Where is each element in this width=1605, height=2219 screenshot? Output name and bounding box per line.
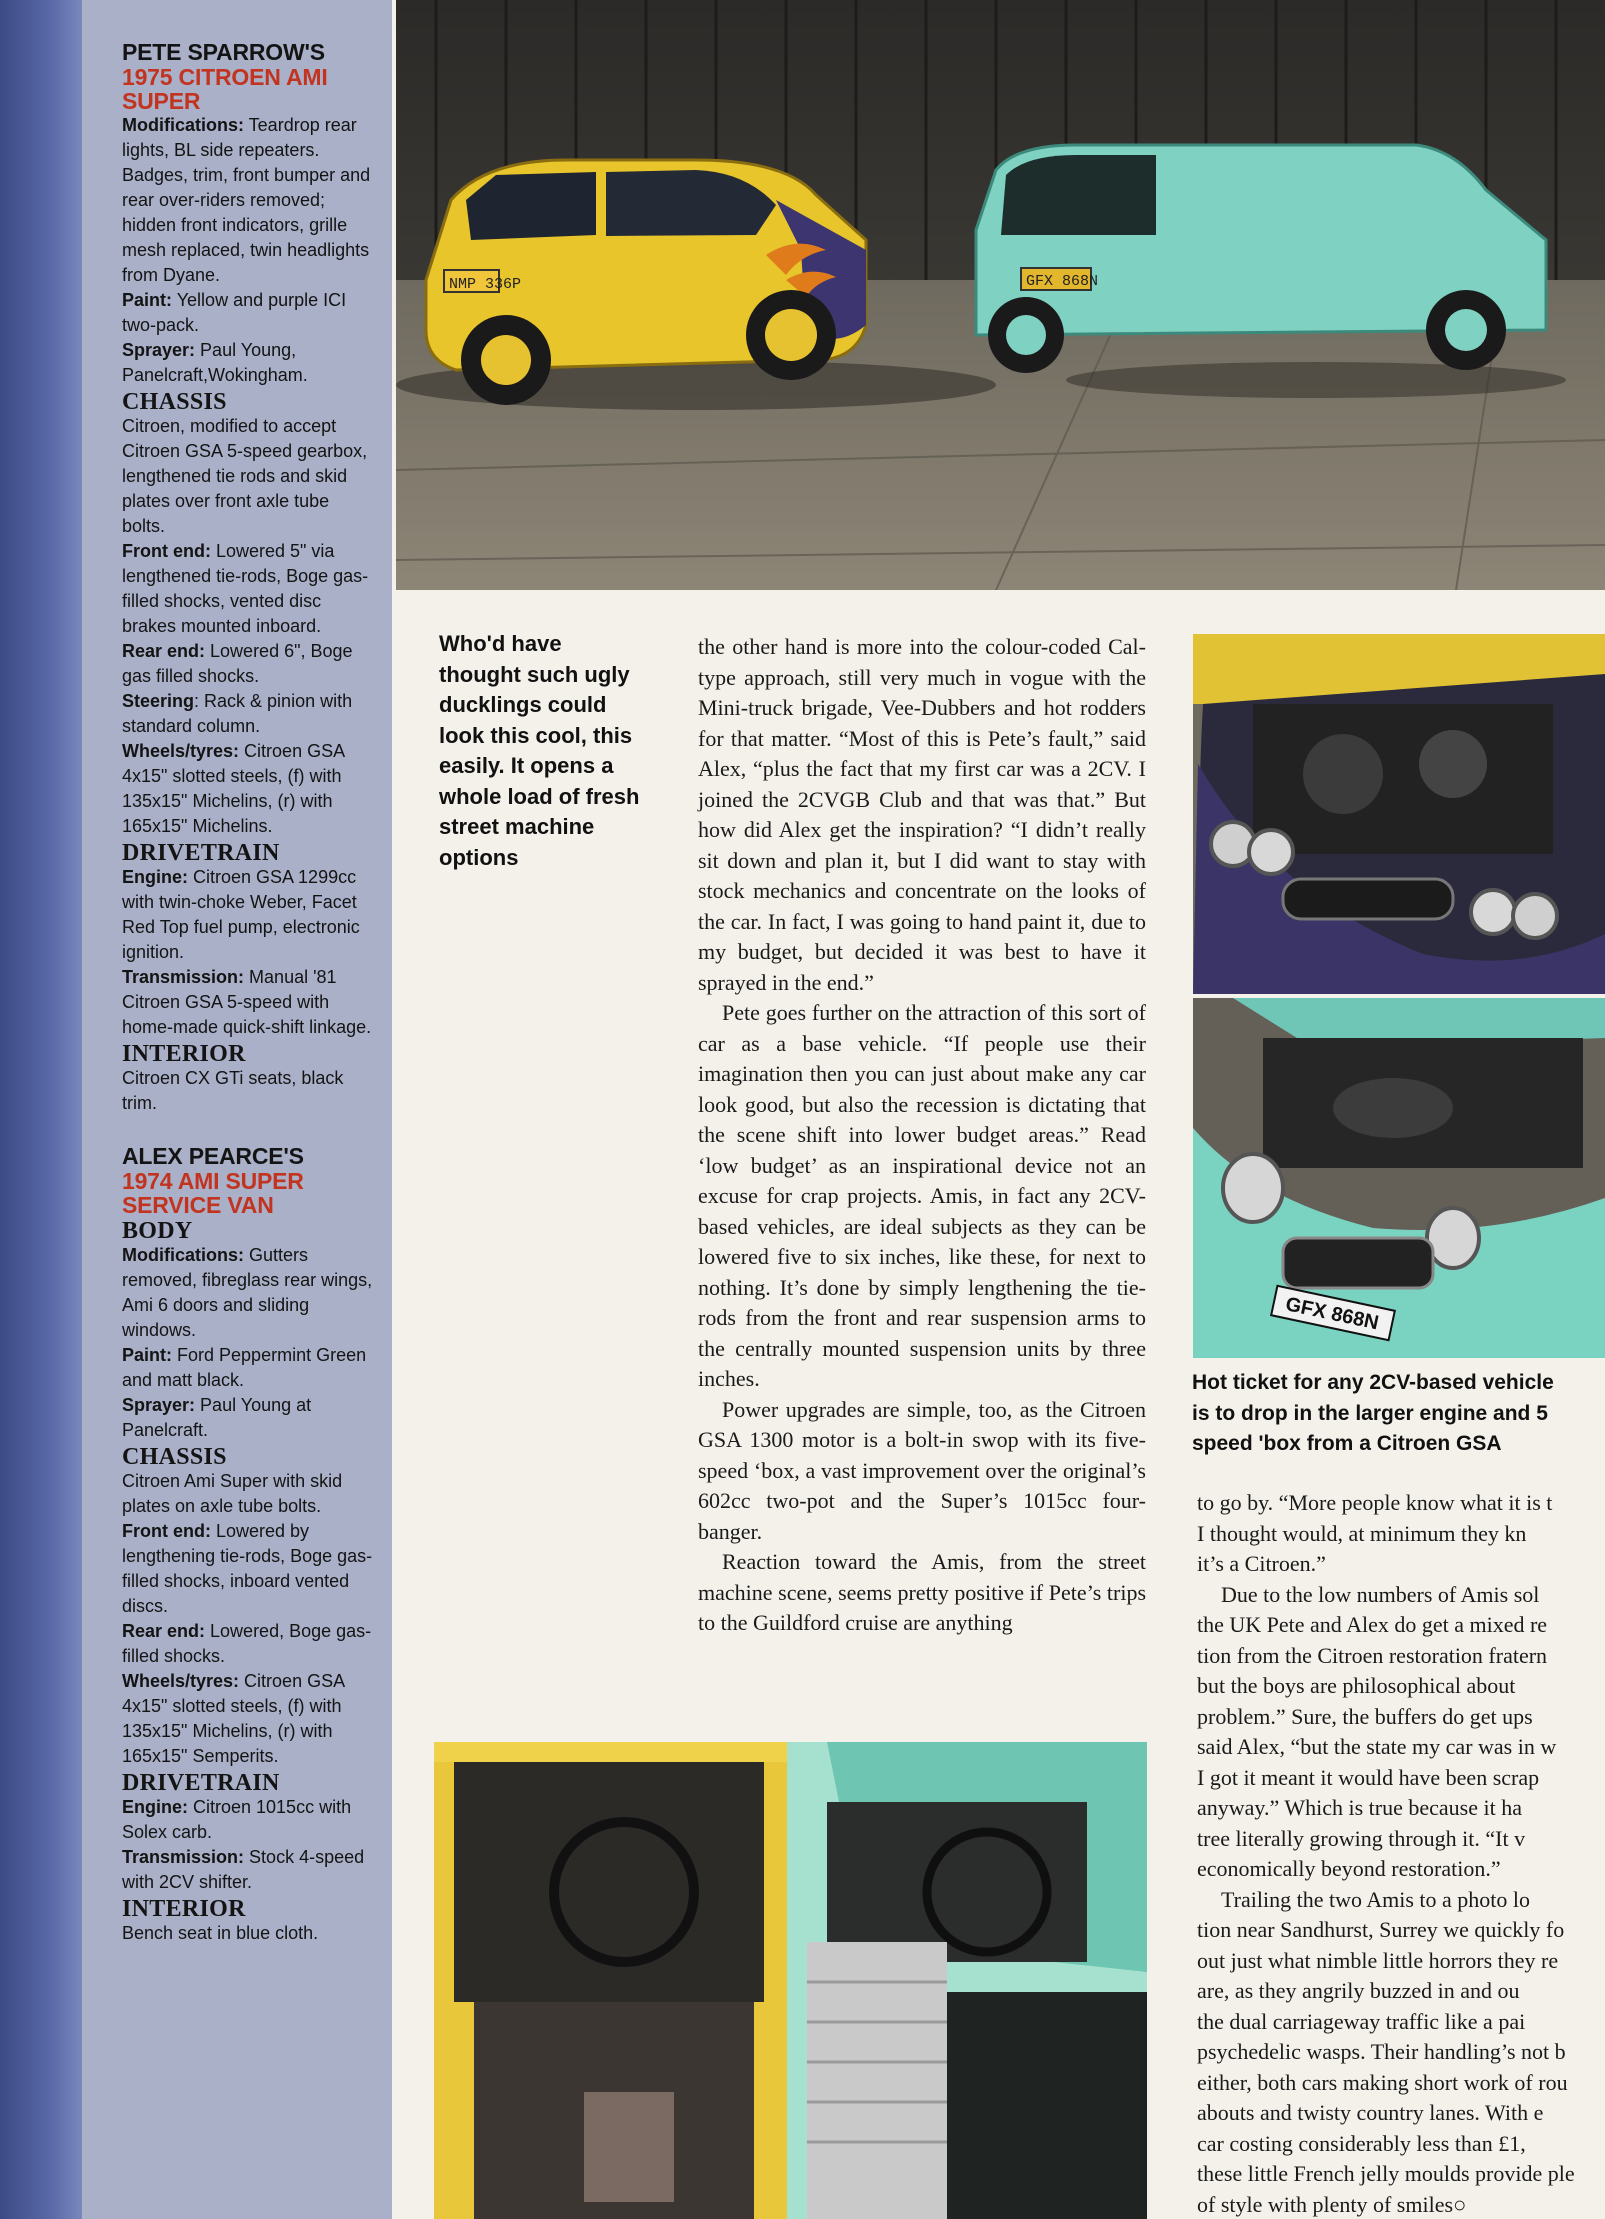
spec-label: Wheels/tyres: [122, 741, 240, 761]
engine-photo-green-van [1193, 998, 1605, 1358]
article-line: I thought would, at minimum they kn [1197, 1520, 1527, 1546]
car1-chassis-specs [122, 414, 374, 839]
spec-text: Lowered, Boge gas-filled shocks. [122, 1621, 372, 1666]
spec-entry [122, 539, 374, 639]
car2-chassis-heading: CHASSIS [122, 1444, 227, 1470]
car2-body-heading: BODY [122, 1218, 193, 1244]
engine-photo-yellow-ami [1193, 634, 1605, 994]
caption-line: Hot ticket for any 2CV-based vehicle [1192, 1371, 1554, 1394]
photo-caption-hot-ticket [1192, 1368, 1605, 1460]
car1-title-line2: SUPER [122, 88, 201, 114]
spec-entry [122, 739, 374, 839]
spec-text: Citroen GSA 4x15" slotted steels, (f) with 135x15" Michelins, (r) with 165x15" Semperits. [122, 1671, 345, 1766]
main-photo-two-amis [396, 0, 1605, 590]
spec-label: Paint: [122, 290, 173, 310]
article-line: economically beyond restoration.” [1197, 1856, 1501, 1881]
spec-label: Sprayer: [122, 340, 196, 360]
spec-entry [122, 338, 374, 388]
article-line: problem.” Sure, the buffers do get ups [1197, 1703, 1533, 1729]
article-line: Trailing the two Amis to a photo lo [1221, 1886, 1531, 1912]
spec-text: Lowered by lengthening tie-rods, Boge gas-filled shocks, inboard vented discs. [122, 1521, 373, 1616]
spec-label: Front end: [122, 1521, 211, 1541]
spec-text: Yellow and purple ICI two-pack. [122, 290, 347, 335]
car1-body-specs [122, 113, 374, 388]
car1-chassis-heading: CHASSIS [122, 389, 227, 415]
article-line: I got it meant it would have been scrap [1197, 1764, 1540, 1790]
article-line: anyway.” Which is true because it ha [1197, 1795, 1522, 1820]
spec-text: Paul Young, Panelcraft,Wokingham. [122, 340, 308, 385]
spec-entry [122, 639, 374, 689]
spec-text: Teardrop rear lights, BL side repeaters. Badges, trim, front bumper and rear over-riders removed; hidden front indicators, grille mesh replaced, twin headlights from Dyane. [122, 115, 371, 285]
spec-text: Stock 4-speed with 2CV shifter. [122, 1847, 365, 1892]
article-line: out just what nimble little horrors they re [1197, 1947, 1559, 1973]
spec-entry [122, 288, 374, 338]
spec-label: Paint: [122, 1345, 173, 1365]
interior-photo-green-illustration [787, 1742, 1147, 2219]
spec-label: Transmission: [122, 1847, 245, 1867]
spec-label: Engine: [122, 1797, 188, 1817]
article-line: these little French jelly moulds provide ple [1197, 2161, 1575, 2186]
spec-text: Manual '81 Citroen GSA 5-speed with home-made quick-shift linkage. [122, 967, 372, 1037]
spec-entry [122, 1619, 374, 1669]
interior-photo-yellow-illustration [434, 1742, 787, 2219]
spec-label: Rear end: [122, 1621, 206, 1641]
car1-title-line1: 1975 CITROEN AMI [122, 64, 328, 90]
article-paragraph: Power upgrades are simple, too, as the Citroen GSA 1300 motor is a bolt-in swop with its five-speed ‘box, a vast improvement over the original’s 602cc two-pot and the Super’s 1015cc four-banger. [698, 1396, 1146, 1544]
article-middle-column [698, 632, 1146, 1639]
engine-photo-green-illustration [1193, 998, 1605, 1358]
car2-interior-text: Bench seat in blue cloth. [122, 1923, 319, 1943]
spec-label: Rear end: [122, 641, 206, 661]
article-line: are, as they angrily buzzed in and ou [1197, 1978, 1520, 2003]
car2-drivetrain-specs [122, 1795, 374, 1895]
yellow-plate-text: NMP 336P [449, 276, 522, 293]
car2-chassis-specs [122, 1469, 374, 1769]
article-line: abouts and twisty country lanes. With e [1197, 2100, 1544, 2125]
interior-photo-green-van [787, 1742, 1147, 2219]
green-front-plate-text: GFX 868N [1283, 1293, 1381, 1335]
article-paragraph: the other hand is more into the colour-coded Cal-type approach, still very much in vogue with the Mini-truck brigade, Vee-Dubbers and hot rodders for that matter. “Most of this is Pete’s fault,” said Alex, “plus the fact that my first car was a 2CV. I joined the 2CVGB Club and that was that.” But how did Alex get the inspiration? “I didn’t really sit down and plan it, but I did want to stay with stock mechanics and concentrate on the looks of the car. In fact, I was going to hand paint it, due to my budget, but decided it was best to have it sprayed in the end.” [698, 634, 1146, 995]
article-line: tion from the Citroen restoration fratern [1197, 1642, 1548, 1668]
spec-label: Modifications: [122, 1245, 244, 1265]
spec-text: Citroen GSA 1299cc with twin-choke Weber, Facet Red Top fuel pump, electronic ignition. [122, 867, 360, 962]
caption-line: is to drop in the larger engine and 5 [1192, 1401, 1548, 1425]
spec-entry [122, 1795, 374, 1845]
spec-sidebar [82, 0, 392, 2219]
spec-text: Ford Peppermint Green and matt black. [122, 1345, 367, 1390]
article-line: to go by. “More people know what it is t [1197, 1490, 1553, 1515]
spec-entry [122, 1243, 374, 1343]
spec-entry [122, 1669, 374, 1769]
engine-photo-yellow-illustration [1193, 634, 1605, 994]
car1-interior-heading: INTERIOR [122, 1041, 246, 1067]
article-line: but the boys are philosophical about [1197, 1673, 1516, 1698]
spec-entry [122, 965, 374, 1040]
spec-entry [122, 414, 374, 539]
green-plate-text: GFX 868N [1026, 273, 1099, 290]
car1-drivetrain-heading: DRIVETRAIN [122, 840, 280, 866]
article-paragraph: Pete goes further on the attraction of this sort of car as a base vehicle. “If people use their imagination then you can just about make any car look good, but also the recession is dictating that the scene shift into lower budget areas.” Read ‘low budget’ as an inspirational device not an excuse for crap projects. Amis, in fact any 2CV-based vehicles, are ideal subjects as they can be lowered five to six inches, like these, for next to nothing. It’s done by simply lengthening the tie-rods from the front and rear suspension arms to the centrally mounted suspension units by three inches. [698, 1000, 1146, 1391]
spec-text: : Rack & pinion with standard column. [122, 691, 353, 736]
spec-label: Front end: [122, 541, 211, 561]
article-line: tion near Sandhurst, Surrey we quickly fo [1197, 1917, 1565, 1942]
article-line: car costing considerably less than £1, [1197, 2130, 1526, 2156]
spec-entry [122, 1343, 374, 1393]
spec-label: Transmission: [122, 967, 245, 987]
car2-drivetrain-heading: DRIVETRAIN [122, 1770, 280, 1796]
car1-owner: PETE SPARROW'S [122, 39, 325, 65]
article-line: said Alex, “but the state my car was in w [1197, 1734, 1557, 1759]
car2-interior-heading: INTERIOR [122, 1896, 246, 1922]
caption-line: speed 'box from a Citroen GSA [1192, 1432, 1502, 1455]
spec-text: Citroen Ami Super with skid plates on axle tube bolts. [122, 1471, 343, 1516]
article-line: either, both cars making short work of rou [1197, 2069, 1568, 2095]
spec-text: Citroen 1015cc with Solex carb. [122, 1797, 352, 1842]
spec-label: Sprayer: [122, 1395, 196, 1415]
spec-text: Citroen GSA 4x15" slotted steels, (f) with 135x15" Michelins, (r) with 165x15" Michelins. [122, 741, 345, 836]
article-line: the UK Pete and Alex do get a mixed re [1197, 1612, 1548, 1637]
spec-text: Citroen, modified to accept Citroen GSA 5-speed gearbox, lengthened tie rods and skid plates over front axle tube bolts. [122, 416, 368, 536]
article-line: it’s a Citroen.” [1197, 1551, 1326, 1576]
spec-text: Lowered 6", Boge gas filled shocks. [122, 641, 353, 686]
spec-text: Paul Young at Panelcraft. [122, 1395, 312, 1440]
car1-drivetrain-specs [122, 865, 374, 1040]
spec-label: Wheels/tyres: [122, 1671, 240, 1691]
car1-interior-text: Citroen CX GTi seats, black trim. [122, 1068, 344, 1113]
main-photo-illustration [396, 0, 1605, 590]
car2-body-specs [122, 1243, 374, 1443]
spec-label: Engine: [122, 867, 188, 887]
spec-entry [122, 689, 374, 739]
car2-title-line2: SERVICE VAN [122, 1192, 274, 1218]
spec-entry [122, 1845, 374, 1895]
article-line: Due to the low numbers of Amis sol [1221, 1581, 1540, 1607]
spec-entry [122, 1393, 374, 1443]
article-line: tree literally growing through it. “It v [1197, 1825, 1526, 1851]
interior-photo-yellow-ami [434, 1742, 787, 2219]
article-right-column [1190, 1480, 1605, 2219]
spec-text: Gutters removed, fibreglass rear wings, Ami 6 doors and sliding windows. [122, 1245, 373, 1340]
spec-label: Modifications: [122, 115, 244, 135]
car2-owner: ALEX PEARCE'S [122, 1143, 304, 1169]
spec-entry [122, 1469, 374, 1519]
page-spine [0, 0, 82, 2219]
photo-caption-ugly-ducklings: Who'd have thought such ugly ducklings could look this cool, this easily. It opens a whole load of fresh street machine options [439, 631, 640, 870]
article-paragraph: Reaction toward the Amis, from the street machine scene, seems pretty positive if Pete’s trips to the Guildford cruise are anything [698, 1549, 1146, 1635]
spec-label: Steering [122, 691, 195, 711]
article-line: psychedelic wasps. Their handling’s not b [1197, 2039, 1566, 2064]
article-line: the dual carriageway traffic like a pai [1197, 2008, 1526, 2034]
spec-text: Lowered 5" via lengthened tie-rods, Boge gas-filled shocks, vented disc brakes mounted inboard. [122, 541, 369, 636]
article-line: of style with plenty of smiles○ [1197, 2191, 1467, 2217]
spec-entry [122, 865, 374, 965]
spec-entry [122, 113, 374, 288]
car2-title-line1: 1974 AMI SUPER [122, 1168, 304, 1194]
spec-entry [122, 1519, 374, 1619]
